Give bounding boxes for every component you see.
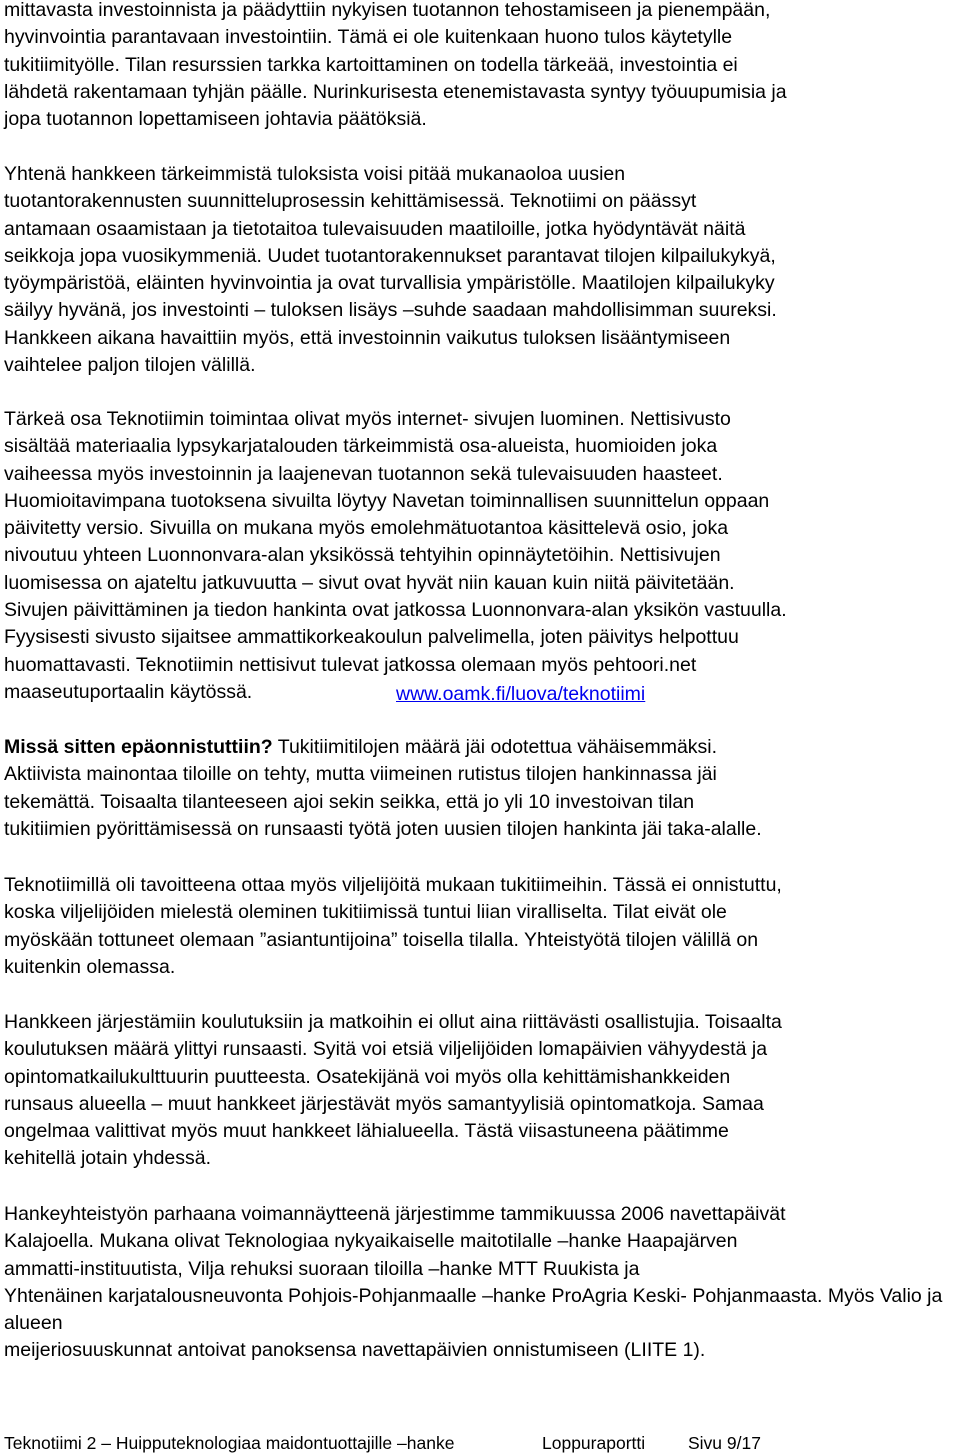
paragraph-7: Hankeyhteistyön parhaana voimannäytteenä järjestimme tammikuussa 2006 navettapäivät Kalajoella. Mukana olivat Teknologiaa nykyaikaiselle maitotilalle –hanke Haapajärven ammatti-instituutista, Vilja rehuksi suoraan tiloilla –hanke MTT Ruukista ja Yhtenäinen karjatalousneuvonta Pohjois-Pohjanmaalle –hanke ProAgria Keski- Pohjanmaasta. Myös Valio ja alueen meijeriosuuskunnat antoivat panoksensa navettapäivien onnistumiseen (LIITE 1). — [4, 1203, 943, 1362]
page-footer — [4, 1432, 954, 1454]
paragraph-2: Yhtenä hankkeen tärkeimmistä tuloksista voisi pitää mukanaoloa uusien tuotantorakennusten suunnitteluprosessin kehittämisessä. Teknotiimi on päässyt antamaan osaamistaan ja tietotaitoa tulevaisuuden maatiloille, jotka hyödyntävät näitä seikkoja jopa vuosikymmeniä. Uudet tuotantorakennukset parantavat tilojen kilpailukykyä, työympäristöä, eläinten hyvinvointia ja ovat turvallisia ympäristölle. Maatilojen kilpailukyky säilyy hyvänä, jos investointi – tuloksen lisäys –suhde saadaan mahdollisimman suureksi. Hankkeen aikana havaittiin myös, että investoinnin vaikutus tuloksen lisääntymiseen vaihtelee paljon tilojen välillä. — [4, 163, 777, 377]
paragraph-3: Tärkeä osa Teknotiimin toimintaa olivat myös internet- sivujen luominen. Nettisivusto sisältää materiaalia lypsykarjatalouden tärkeimmistä osa-alueista, huomioiden joka vaiheessa myös investoinnin ja laajenevan tuotannon sekä tulevaisuuden haasteet. Huomioitavimpana tuotoksena sivuilta löytyy Navetan toiminnallisen suunnittelun oppaan päivitetty versio. Sivuilla on mukana myös emolehmätuotantoa käsittelevä osio, joka nivoutuu yhteen Luonnonvara-alan yksikössä tehtyihin opinnäytetöihin. Nettisivujen luomisessa on ajateltu jatkuvuutta – sivut ovat hyvät niin kauan kuin niitä päivitetään. Sivujen päivittäminen ja tiedon hankinta ovat jatkossa Luonnonvara-alan yksikön vastuulla. Fyysisesti sivusto sijaitsee ammattikorkeakoulun palvelimella, joten päivitys helpottuu huomattavasti. Teknotiimin nettisivut tulevat jatkossa olemaan myös pehtoori.net maaseutuportaalin käytössä. — [4, 408, 787, 703]
footer-project-name: Teknotiimi 2 – Huipputeknologiaa maidontuottajille –hanke — [4, 1433, 455, 1453]
footer-page-number: Sivu 9/17 — [688, 1433, 761, 1453]
paragraph-1: mittavasta investoinnista ja päädyttiin nykyisen tuotannon tehostamiseen ja pienempään, hyvinvointia parantavaan investointiin. Tämä ei ole kuitenkaan huono tulos käytetylle tukitiimityölle. Tilan resurssien tarkka kartoittaminen on todella tärkeää, investointia ei lähdetä rakentamaan tyhjän päälle. Nurinkurisesta etenemistavasta syntyy työuupumisia ja jopa tuotannon lopettamiseen johtavia päätöksiä. — [4, 0, 787, 131]
paragraph-5: Teknotiimillä oli tavoitteena ottaa myös viljelijöitä mukaan tukitiimeihin. Tässä ei onnistuttu, koska viljelijöiden mielestä oleminen tukitiimissä tuntui liian viralliselta. Tilat eivät ole myöskään tottuneet olemaan ”asiantuntijoina” toisella tilalla. Yhteistyötä tilojen välillä on kuitenkin olemassa. — [4, 874, 782, 978]
failure-heading: Missä sitten epäonnistuttiin? — [4, 736, 273, 758]
paragraph-6: Hankkeen järjestämiin koulutuksiin ja matkoihin ei ollut aina riittävästi osallistujia. Toisaalta koulutuksen määrä ylittyi runsaasti. Syitä voi etsiä viljelijöiden lomapäivien vähyydestä ja opintomatkailukulttuurin puutteesta. Osatekijänä voi myös olla kehittämishankkeiden runsaus alueella – muut hankkeet järjestävät myös samantyylisiä opintomatkoja. Samaa ongelmaa valittivat myös muut hankkeet lähialueella. Tästä viisastuneena päätimme kehitellä jotain yhdessä. — [4, 1011, 782, 1170]
paragraph-4-text: Tukitiimitilojen määrä jäi odotettua vähäisemmäksi. Aktiivista mainontaa tiloille on tehty, mutta viimeinen rutistus tilojen hankinnassa jäi tekemättä. Toisaalta tilanteeseen ajoi sekin seikka, että jo yli 10 investoivan tilan tukitiimien pyörittämisessä on runsaasti työtä joten uusien tilojen hankinta jäi taka-alalle. — [4, 736, 762, 840]
footer-report-type: Loppuraportti — [542, 1433, 646, 1453]
teknotiimi-website-link[interactable]: www.oamk.fi/luova/teknotiimi — [396, 683, 646, 705]
paragraph-4 — [4, 734, 762, 843]
